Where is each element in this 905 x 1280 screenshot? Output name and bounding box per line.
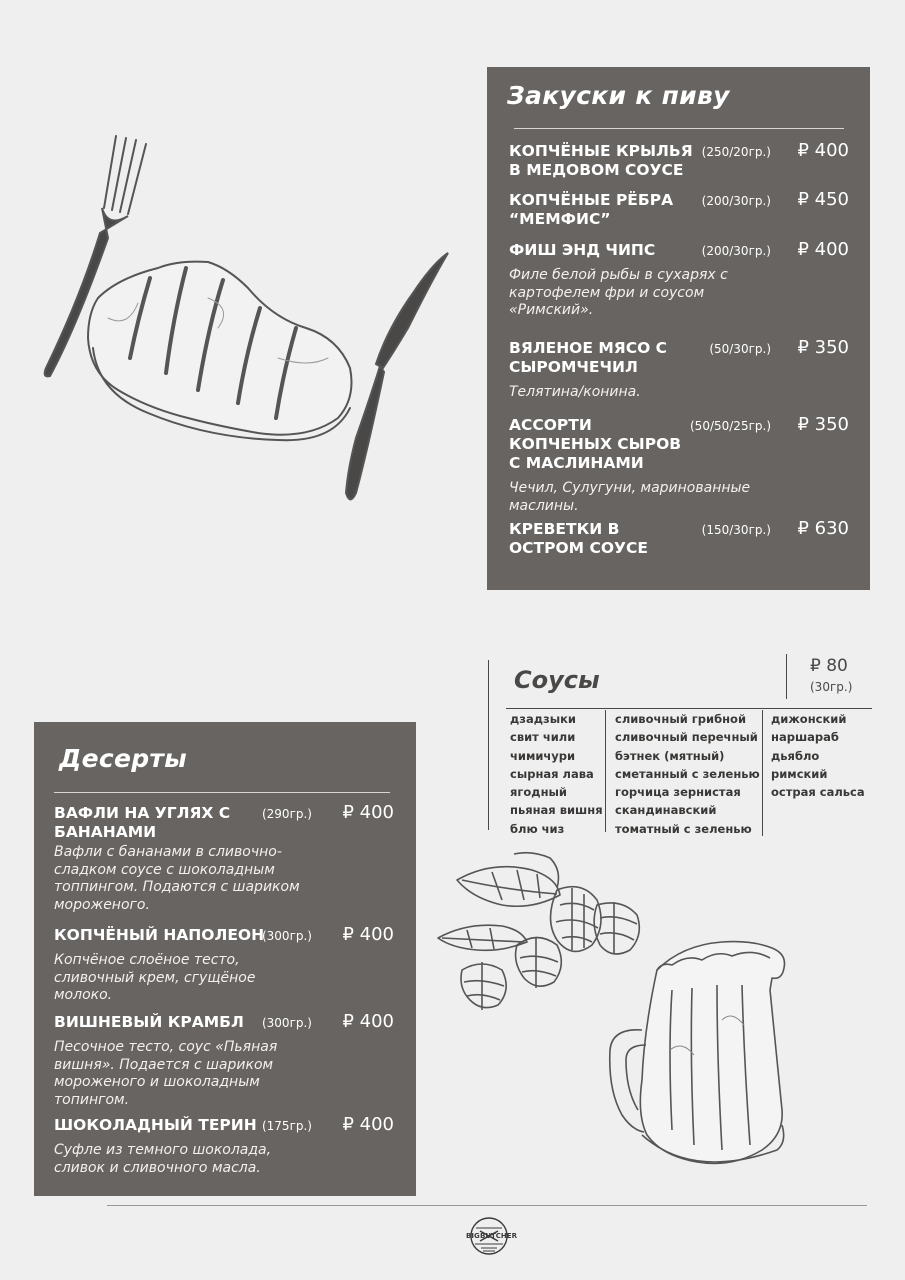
hops-beer-illustration [432, 850, 857, 1195]
item-price: ₽ 400 [342, 802, 394, 823]
sauce-item: дьябло [771, 748, 820, 763]
item-description: Вафли с бананами в сливочно-сладком соусе с шоколадным топпингом. Подаются с шариком мороженого. [54, 844, 300, 913]
item-weight: (200/30гр.) [701, 194, 771, 208]
sauce-item: римский [771, 766, 828, 781]
snacks-item [509, 520, 849, 558]
snacks-item [509, 191, 849, 229]
item-name: КОПЧЁНЫЕ КРЫЛЬЯ В МЕДОВОМ СОУСЕ [509, 142, 693, 179]
item-name: ШОКОЛАДНЫЙ ТЕРИН [54, 1116, 257, 1134]
item-name: ВИШНЕВЫЙ КРАМБЛ [54, 1013, 244, 1031]
sauce-item: острая сальса [771, 785, 865, 800]
sauce-item: томатный с зеленью [615, 821, 752, 836]
snacks-item [509, 142, 849, 180]
item-weight: (175гр.) [261, 1119, 312, 1133]
item-price: ₽ 350 [797, 337, 849, 358]
sauces-section [488, 656, 872, 840]
item-name: КОПЧЁНЫЙ НАПОЛЕОН [54, 926, 265, 944]
item-price: ₽ 400 [342, 924, 394, 945]
item-price: ₽ 400 [342, 1011, 394, 1032]
item-name: ВАФЛИ НА УГЛЯХ С БАНАНАМИ [54, 804, 231, 841]
sauce-item: блю чиз [510, 821, 565, 836]
sauces-col-divider [762, 710, 763, 836]
sauces-rule [506, 708, 872, 709]
snacks-title: Закуски к пиву [507, 81, 730, 110]
item-price: ₽ 400 [342, 1114, 394, 1135]
sauce-item: сырная лава [510, 766, 594, 781]
item-weight: (300гр.) [261, 929, 312, 943]
item-description: Суфле из темного шоколада, сливок и сливочного масла. [54, 1142, 272, 1176]
item-description: Чечил, Сулугуни, маринованные маслины. [509, 480, 751, 514]
footer-divider [107, 1205, 867, 1206]
sauces-price-divider [786, 654, 787, 699]
desserts-item [54, 1013, 394, 1109]
sauces-weight: (30гр.) [810, 680, 853, 694]
sauces-left-divider [488, 660, 489, 830]
item-description: Телятина/конина. [509, 384, 641, 400]
item-name: КРЕВЕТКИ В ОСТРОМ СОУСЕ [509, 520, 648, 557]
item-price: ₽ 400 [797, 239, 849, 260]
item-weight: (200/30гр.) [701, 244, 771, 258]
item-name: КОПЧЁНЫЕ РЁБРА “МЕМФИС” [509, 191, 674, 228]
item-price: ₽ 350 [797, 414, 849, 435]
desserts-item [54, 926, 394, 1005]
big-butcher-logo [466, 1214, 517, 1258]
snacks-panel [487, 67, 870, 590]
logo-text-big: BIG [466, 1232, 480, 1240]
sauce-item: дижонский [771, 712, 847, 726]
sauce-item: пьяная вишня [510, 803, 603, 818]
item-weight: (50/50/25гр.) [690, 419, 771, 433]
sauces-column-2 [615, 710, 760, 838]
sauce-item: скандинавский [615, 803, 717, 818]
desserts-panel [34, 722, 416, 1196]
sauce-item: наршараб [771, 730, 839, 745]
sauce-item: дзадзыки [510, 712, 576, 726]
item-description: Копчёное слоёное тесто, сливочный крем, сгущёное молоко. [54, 952, 256, 1003]
sauce-item: сметанный с зеленью [615, 766, 760, 781]
item-price: ₽ 630 [797, 518, 849, 539]
desserts-item [54, 1116, 394, 1177]
desserts-title: Десерты [59, 744, 188, 773]
desserts-title-rule [54, 792, 390, 793]
sauces-column-3 [771, 710, 865, 801]
item-description: Филе белой рыбы в сухарях с картофелем фри и соусом «Римский». [509, 267, 728, 318]
sauce-item: горчица зернистая [615, 785, 741, 800]
snacks-item [509, 241, 849, 320]
logo-text-butcher: BUTCHER [480, 1232, 517, 1240]
item-price: ₽ 400 [797, 140, 849, 161]
item-name: ВЯЛЕНОЕ МЯСО С СЫРОМЧЕЧИЛ [509, 339, 668, 376]
steak-cutlery-illustration [38, 128, 468, 513]
sauce-item: сливочный перечный [615, 730, 758, 745]
item-weight: (290гр.) [261, 807, 312, 821]
desserts-item [54, 804, 394, 914]
item-price: ₽ 450 [797, 189, 849, 210]
item-weight: (150/30гр.) [701, 523, 771, 537]
sauces-price: ₽ 80 [810, 656, 848, 676]
snacks-item [509, 339, 849, 402]
sauce-item: чимичури [510, 748, 576, 763]
item-weight: (50/30гр.) [709, 342, 771, 356]
sauce-item: сливочный грибной [615, 712, 747, 726]
sauces-col-divider [605, 710, 606, 832]
sauces-title: Соусы [514, 666, 600, 694]
item-weight: (250/20гр.) [701, 145, 771, 159]
sauces-column-1 [510, 710, 603, 838]
item-description: Песочное тесто, соус «Пьяная вишня». Подается с шариком мороженого и шоколадным топингом. [54, 1039, 278, 1108]
snacks-title-rule [514, 128, 844, 129]
snacks-item [509, 416, 849, 515]
sauce-item: свит чили [510, 730, 576, 745]
sauce-item: ягодный [510, 785, 567, 800]
item-weight: (300гр.) [261, 1016, 312, 1030]
item-name: АССОРТИ КОПЧЕНЫХ СЫРОВ С МАСЛИНАМИ [509, 416, 682, 472]
sauce-item: бэтнек (мятный) [615, 748, 725, 763]
item-name: ФИШ ЭНД ЧИПС [509, 241, 656, 259]
